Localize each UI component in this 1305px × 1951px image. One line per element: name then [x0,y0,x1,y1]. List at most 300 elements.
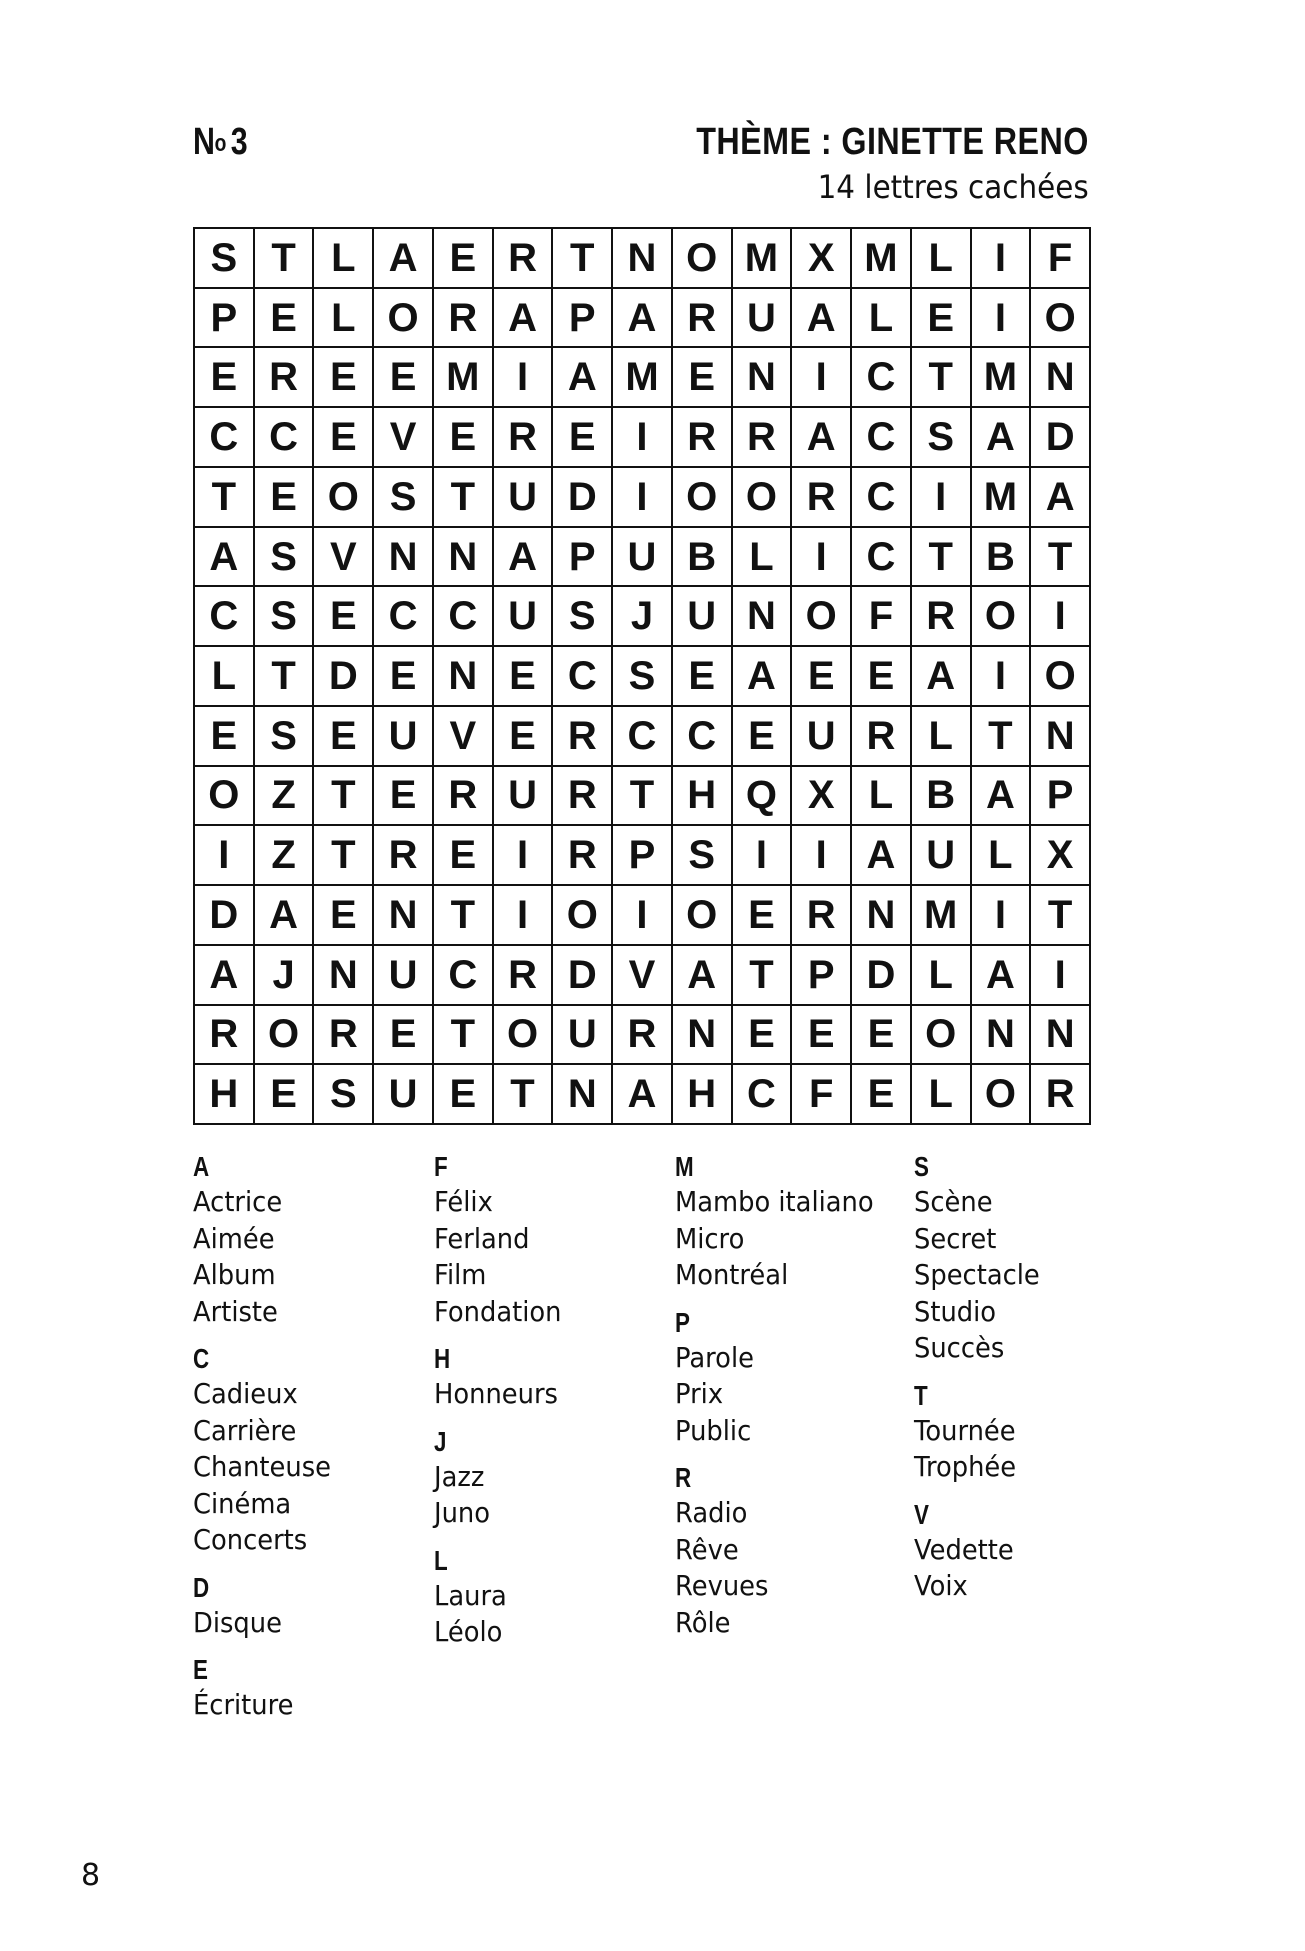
grid-cell: U [494,767,554,827]
word-group [193,1150,433,1330]
word-group-letter: V [914,1498,929,1530]
word-item: Laura [434,1578,507,1612]
word-group-letter: F [434,1151,448,1182]
grid-cell: T [972,707,1032,767]
word-group-letter: T [914,1379,928,1411]
grid-cell: R [255,348,315,408]
grid-cell: N [673,1006,733,1066]
grid-cell: R [314,1006,374,1066]
grid-cell: R [673,408,733,468]
grid-cell: A [494,528,554,588]
grid-cell: R [553,767,613,827]
grid-cell: X [792,229,852,289]
word-group-letter: H [434,1343,451,1374]
word-item: Écriture [193,1688,294,1721]
grid-cell: A [255,886,315,946]
grid-cell: S [255,707,315,767]
grid-cell: N [374,886,434,946]
grid-cell: R [733,408,793,468]
grid-cell: N [374,528,434,588]
grid-cell: P [613,826,673,886]
grid-cell: D [1031,408,1091,468]
grid-cell: S [912,408,972,468]
grid-cell: U [374,946,434,1006]
grid-cell: R [494,229,554,289]
grid-cell: N [1031,1006,1091,1066]
grid-cell: E [374,1006,434,1066]
grid-cell: C [255,408,315,468]
grid-cell: I [792,528,852,588]
grid-cell: D [314,647,374,707]
grid-cell: A [613,1065,673,1125]
grid-cell: D [553,468,613,528]
grid-cell: E [314,587,374,647]
grid-cell: P [553,528,613,588]
grid-cell: E [733,1006,793,1066]
grid-cell: E [792,1006,852,1066]
grid-cell: M [912,886,972,946]
word-column [193,1150,433,1736]
grid-cell: O [792,587,852,647]
puzzle-number-value: 3 [230,121,248,163]
grid-cell: E [195,707,255,767]
word-group-letter: R [675,1462,692,1493]
grid-cell: A [852,826,912,886]
word-group [193,1571,433,1642]
grid-cell: J [613,587,673,647]
grid-cell: C [733,1065,793,1125]
grid-cell: D [852,946,912,1006]
word-item: Revues [675,1569,769,1602]
word-group-letter: L [434,1544,448,1576]
word-column [675,1150,915,1653]
word-column [914,1150,1154,1617]
word-group [434,1425,674,1532]
grid-cell: T [434,468,494,528]
grid-cell: R [1031,1065,1091,1125]
grid-cell: J [255,946,315,1006]
word-item: Disque [193,1605,282,1639]
grid-cell: E [494,647,554,707]
grid-cell: L [912,229,972,289]
grid-cell: R [912,587,972,647]
word-item: Vedette [914,1532,1014,1566]
grid-cell: O [1031,647,1091,707]
grid-cell: N [553,1065,613,1125]
grid-cell: D [553,946,613,1006]
grid-cell: N [613,229,673,289]
word-item: Fondation [434,1294,562,1328]
grid-cell: T [434,1006,494,1066]
grid-cell: S [673,826,733,886]
grid-cell: E [374,767,434,827]
grid-cell: P [1031,767,1091,827]
grid-cell: A [733,647,793,707]
grid-cell: N [434,647,494,707]
grid-cell: L [912,707,972,767]
grid-cell: I [792,826,852,886]
grid-cell: T [434,886,494,946]
grid-cell: R [434,289,494,349]
word-item: Jazz [434,1459,485,1493]
word-item: Studio [914,1294,997,1328]
grid-cell: U [494,587,554,647]
grid-cell: I [1031,946,1091,1006]
grid-cell: B [972,528,1032,588]
grid-cell: I [613,468,673,528]
grid-cell: I [972,886,1032,946]
grid-cell: A [494,289,554,349]
grid-cell: U [912,826,972,886]
grid-cell: N [434,528,494,588]
word-group-letter: E [193,1654,208,1685]
grid-cell: L [852,289,912,349]
grid-cell: R [494,408,554,468]
grid-cell: O [255,1006,315,1066]
grid-cell: S [255,587,315,647]
grid-cell: R [792,886,852,946]
grid-cell: C [613,707,673,767]
grid-cell: P [195,289,255,349]
grid-cell: I [494,348,554,408]
puzzle-number-prefix: N [193,121,215,163]
grid-cell: N [314,946,374,1006]
grid-cell: M [972,348,1032,408]
grid-cell: O [374,289,434,349]
grid-cell: O [912,1006,972,1066]
grid-cell: R [613,1006,673,1066]
grid-cell: E [195,348,255,408]
grid-cell: Z [255,767,315,827]
grid-cell: S [314,1065,374,1125]
grid-cell: S [553,587,613,647]
grid-cell: E [553,408,613,468]
word-item: Scène [914,1185,993,1218]
hidden-letters-count: 14 lettres cachées [817,168,1089,206]
grid-cell: T [195,468,255,528]
grid-cell: A [673,946,733,1006]
word-group [434,1544,674,1651]
grid-cell: O [553,886,613,946]
grid-cell: A [972,767,1032,827]
grid-cell: C [852,408,912,468]
grid-cell: U [733,289,793,349]
grid-cell: T [494,1065,554,1125]
grid-cell: E [912,289,972,349]
grid-cell: S [255,528,315,588]
grid-cell: A [195,528,255,588]
grid-cell: E [314,348,374,408]
grid-cell: S [613,647,673,707]
word-group [675,1461,915,1641]
grid-cell: I [1031,587,1091,647]
grid-cell: O [972,587,1032,647]
grid-cell: O [314,468,374,528]
grid-cell: M [613,348,673,408]
grid-cell: E [494,707,554,767]
grid-cell: S [195,229,255,289]
grid-cell: R [553,826,613,886]
grid-cell: T [314,767,374,827]
word-item: Juno [434,1496,491,1529]
grid-cell: O [1031,289,1091,349]
grid-cell: H [673,1065,733,1125]
grid-cell: C [852,348,912,408]
word-item: Prix [675,1377,724,1410]
grid-cell: E [852,1065,912,1125]
grid-cell: I [972,647,1032,707]
grid-cell: R [434,767,494,827]
grid-cell: T [314,826,374,886]
grid-cell: T [1031,886,1091,946]
word-group [914,1150,1154,1367]
grid-cell: V [613,946,673,1006]
grid-cell: F [1031,229,1091,289]
grid-cell: N [733,587,793,647]
grid-cell: B [673,528,733,588]
grid-cell: T [733,946,793,1006]
grid-cell: E [314,886,374,946]
grid-cell: R [553,707,613,767]
word-item: Trophée [914,1450,1017,1483]
grid-cell: I [613,886,673,946]
word-item: Ferland [434,1221,530,1255]
grid-cell: E [255,289,315,349]
grid-cell: E [434,408,494,468]
puzzle-number [193,118,247,166]
grid-cell: M [733,229,793,289]
word-group-letter: D [193,1571,210,1603]
grid-cell: N [1031,707,1091,767]
word-item: Voix [914,1569,968,1602]
grid-cell: E [255,468,315,528]
puzzle-number-superscript: o [214,130,226,157]
grid-cell: L [852,767,912,827]
grid-cell: N [733,348,793,408]
grid-cell: M [434,348,494,408]
grid-cell: I [792,348,852,408]
grid-cell: H [673,767,733,827]
grid-cell: C [374,587,434,647]
grid-cell: U [374,707,434,767]
grid-cell: C [434,946,494,1006]
grid-cell: H [195,1065,255,1125]
grid-cell: T [613,767,673,827]
grid-cell: O [195,767,255,827]
grid-cell: E [434,826,494,886]
grid-cell: O [673,229,733,289]
grid-cell: T [255,647,315,707]
word-item: Montréal [675,1258,789,1291]
word-group [914,1379,1154,1486]
grid-cell: A [792,289,852,349]
grid-cell: T [912,528,972,588]
word-item: Honneurs [434,1377,558,1410]
grid-cell: V [374,408,434,468]
word-item: Film [434,1258,487,1291]
word-item: Album [193,1258,276,1291]
grid-cell: M [852,229,912,289]
grid-cell: A [972,408,1032,468]
word-item: Rôle [675,1605,731,1639]
grid-cell: C [852,468,912,528]
grid-cell: I [613,408,673,468]
word-group [675,1306,915,1450]
grid-cell: P [553,289,613,349]
grid-cell: C [673,707,733,767]
grid-cell: S [374,468,434,528]
word-item: Actrice [193,1185,283,1218]
grid-cell: E [374,348,434,408]
grid-cell: A [613,289,673,349]
grid-cell: F [852,587,912,647]
grid-cell: M [972,468,1032,528]
grid-cell: I [494,826,554,886]
grid-cell: R [374,826,434,886]
grid-cell: A [553,348,613,408]
grid-cell: R [195,1006,255,1066]
grid-cell: A [1031,468,1091,528]
word-item: Félix [434,1185,493,1218]
word-group [193,1342,433,1559]
word-item: Tournée [914,1413,1016,1447]
grid-cell: D [195,886,255,946]
grid-cell: I [733,826,793,886]
grid-cell: N [852,886,912,946]
grid-cell: O [972,1065,1032,1125]
grid-cell: O [733,468,793,528]
word-item: Parole [675,1340,754,1374]
grid-cell: N [972,1006,1032,1066]
grid-cell: U [553,1006,613,1066]
word-item: Cinéma [193,1486,292,1520]
word-item: Rêve [675,1532,739,1566]
grid-cell: O [494,1006,554,1066]
grid-cell: L [733,528,793,588]
grid-cell: C [434,587,494,647]
word-item: Succès [914,1331,1005,1364]
word-group-letter: A [193,1151,210,1182]
grid-cell: L [314,229,374,289]
word-item: Chanteuse [193,1450,331,1483]
grid-cell: A [912,647,972,707]
grid-cell: E [673,647,733,707]
grid-cell: T [255,229,315,289]
grid-cell: F [792,1065,852,1125]
grid-cell: Z [255,826,315,886]
grid-cell: R [673,289,733,349]
word-search-grid [193,227,1091,1125]
grid-cell: T [912,348,972,408]
grid-cell: E [374,647,434,707]
grid-cell: A [972,946,1032,1006]
grid-cell: E [255,1065,315,1125]
word-group-letter: S [914,1151,929,1182]
grid-cell: X [792,767,852,827]
grid-cell: O [673,468,733,528]
grid-cell: B [912,767,972,827]
grid-cell: R [792,468,852,528]
word-item: Carrière [193,1413,297,1447]
puzzle-theme: THÈME : GINETTE RENO [696,121,1089,163]
grid-cell: V [434,707,494,767]
word-group [193,1653,433,1724]
grid-cell: I [912,468,972,528]
grid-cell: C [195,408,255,468]
grid-cell: T [553,229,613,289]
grid-cell: N [1031,348,1091,408]
grid-cell: E [733,886,793,946]
grid-cell: A [374,229,434,289]
word-group [434,1342,674,1413]
grid-cell: C [553,647,613,707]
grid-cell: U [613,528,673,588]
grid-cell: L [314,289,374,349]
word-item: Concerts [193,1523,308,1556]
grid-cell: O [673,886,733,946]
grid-cell: E [314,707,374,767]
grid-cell: T [1031,528,1091,588]
grid-cell: E [434,1065,494,1125]
page-number: 8 [81,1858,101,1893]
grid-cell: L [195,647,255,707]
word-group-letter: P [675,1306,690,1338]
word-column [434,1150,674,1663]
grid-cell: A [195,946,255,1006]
word-item: Micro [675,1221,745,1255]
word-item: Spectacle [914,1258,1040,1291]
word-list [193,1150,1093,1750]
word-item: Aimée [193,1221,275,1255]
grid-cell: R [852,707,912,767]
grid-cell: I [972,229,1032,289]
grid-cell: I [972,289,1032,349]
grid-cell: C [195,587,255,647]
grid-cell: I [195,826,255,886]
word-group [914,1498,1154,1605]
grid-cell: L [912,946,972,1006]
grid-cell: L [972,826,1032,886]
grid-cell: C [852,528,912,588]
grid-cell: V [314,528,374,588]
word-group-letter: J [434,1425,447,1457]
word-item: Radio [675,1496,748,1529]
word-item: Public [675,1413,752,1447]
word-group [434,1150,674,1330]
word-item: Mambo italiano [675,1185,874,1218]
grid-cell: E [314,408,374,468]
grid-cell: U [374,1065,434,1125]
word-item: Cadieux [193,1377,298,1410]
grid-cell: Q [733,767,793,827]
grid-cell: X [1031,826,1091,886]
grid-cell: P [792,946,852,1006]
grid-cell: U [673,587,733,647]
word-group-letter: M [675,1151,694,1182]
grid-cell: A [792,408,852,468]
grid-cell: I [494,886,554,946]
grid-cell: L [912,1065,972,1125]
grid-cell: E [852,647,912,707]
grid-cell: E [792,647,852,707]
word-group [675,1150,915,1294]
grid-cell: E [733,707,793,767]
word-group-letter: C [193,1343,210,1374]
grid-cell: E [434,229,494,289]
word-item: Secret [914,1221,997,1255]
word-item: Léolo [434,1615,503,1648]
grid-cell: E [673,348,733,408]
